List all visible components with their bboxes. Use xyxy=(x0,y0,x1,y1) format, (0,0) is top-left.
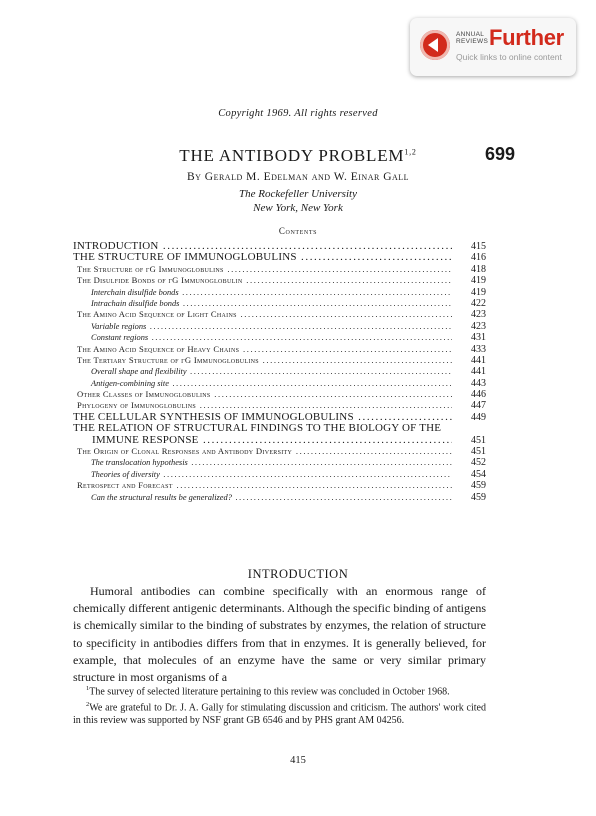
toc-label: THE STRUCTURE OF IMMUNOGLOBULINS ..... xyxy=(73,252,452,263)
toc-page: 449 xyxy=(471,411,486,423)
toc-entry[interactable] xyxy=(73,423,486,434)
toc-entry[interactable] xyxy=(73,355,486,366)
toc-page: 443 xyxy=(471,377,486,389)
toc-page: 422 xyxy=(471,297,486,309)
toc-label: The translocation hypothesis ..... xyxy=(73,457,452,468)
footnote-mark: 2 xyxy=(86,700,90,708)
toc-entry[interactable] xyxy=(73,389,486,400)
toc-label: IMMUNE RESPONSE ..... xyxy=(73,435,452,446)
copyright-notice: Copyright 1969. All rights reserved xyxy=(218,108,378,119)
toc-entry[interactable] xyxy=(73,298,486,309)
toc-entry[interactable] xyxy=(73,287,486,298)
toc-label: INTRODUCTION ..... xyxy=(73,241,452,252)
toc-label: Overall shape and flexibility ..... xyxy=(73,366,452,377)
footnote xyxy=(73,699,486,728)
toc-entry[interactable] xyxy=(73,400,486,411)
toc-entry[interactable] xyxy=(73,457,486,468)
toc-page: 459 xyxy=(471,480,486,492)
folio-page-number: 415 xyxy=(290,755,306,766)
toc-label: Retrospect and Forecast ..... xyxy=(73,480,452,491)
footnote xyxy=(73,683,486,699)
toc-page: 452 xyxy=(471,457,486,469)
toc-page: 441 xyxy=(471,366,486,378)
toc-page: 423 xyxy=(471,309,486,321)
toc-label: Antigen-combining site ..... xyxy=(73,378,452,389)
toc-entry[interactable] xyxy=(73,469,486,480)
badge-reviews-text: REVIEWS xyxy=(456,38,489,45)
toc-page: 447 xyxy=(471,400,486,412)
annual-reviews-logo xyxy=(456,31,488,45)
section-heading: INTRODUCTION xyxy=(247,567,349,581)
toc-page: 419 xyxy=(471,275,486,287)
footnote-text: We are grateful to Dr. J. A. Gally for stimulating discussion and criticism. The authors' work cited in this review was supported by NSF grant GB 6546 and by PHS grant AM 04256. xyxy=(73,702,486,726)
toc-label: Can the structural results be generalized? ..... xyxy=(73,492,452,503)
toc-entry[interactable] xyxy=(73,435,486,446)
toc-page: 446 xyxy=(471,389,486,401)
page-number: 699 xyxy=(485,144,516,164)
toc-label: Constant regions ..... xyxy=(73,332,452,343)
play-arrow-icon xyxy=(420,30,450,60)
footnotes xyxy=(73,683,486,727)
toc-page: 451 xyxy=(471,446,486,458)
affiliation-line: New York, New York xyxy=(253,202,343,214)
toc-label: Phylogeny of Immunoglobulins ..... xyxy=(73,400,452,411)
toc-entry[interactable] xyxy=(73,321,486,332)
footnote-mark: 1 xyxy=(86,685,90,692)
toc-label: Interchain disulfide bonds ..... xyxy=(73,287,452,298)
toc-entry[interactable] xyxy=(73,412,486,423)
toc-entry[interactable] xyxy=(73,366,486,377)
toc-page: 433 xyxy=(471,343,486,355)
toc-label: THE RELATION OF STRUCTURAL FINDINGS TO THE BIOLOGY OF THE xyxy=(73,422,442,435)
table-of-contents xyxy=(73,241,486,503)
badge-further-text: Further xyxy=(489,25,564,50)
toc-entry[interactable] xyxy=(73,378,486,389)
author-byline: By Gerald M. Edelman and W. Einar Gall xyxy=(186,171,410,183)
toc-entry[interactable] xyxy=(73,241,486,252)
toc-label: Other Classes of Immunoglobulins ..... xyxy=(73,389,452,400)
toc-page: 431 xyxy=(471,332,486,344)
toc-label: Theories of diversity ..... xyxy=(73,469,452,480)
toc-entry[interactable] xyxy=(73,332,486,343)
toc-page: 441 xyxy=(471,354,486,366)
toc-entry[interactable] xyxy=(73,446,486,457)
toc-page: 459 xyxy=(471,491,486,503)
body-paragraph: Humoral antibodies can combine specifically with an enormous range of chemically different antigenic determinants. Although the specific binding of antigens is chemically similar to the binding of substrates by enzymes, the relation of structure to specificity in antibodies differs from that in enzymes. It is generally believed, for example, that molecules of an enzyme have the same or very similar primary structure in most organisms of a xyxy=(73,584,486,685)
toc-page: 423 xyxy=(471,320,486,332)
toc-label: The Structure of γG Immunoglobulins ..... xyxy=(73,264,452,275)
toc-page: 451 xyxy=(471,434,486,446)
toc-label: Intrachain disulfide bonds ..... xyxy=(73,298,452,309)
toc-entry[interactable] xyxy=(73,492,486,503)
toc-entry[interactable] xyxy=(73,252,486,263)
affiliation xyxy=(0,187,596,215)
toc-label: The Origin of Clonal Responses and Antibody Diversity ..... xyxy=(73,446,452,457)
toc-label: The Amino Acid Sequence of Heavy Chains ..... xyxy=(73,344,452,355)
badge-subtitle: Quick links to online content xyxy=(456,52,562,62)
toc-page: 419 xyxy=(471,286,486,298)
contents-heading: Contents xyxy=(278,226,318,236)
toc-page: 454 xyxy=(471,468,486,480)
affiliation-line: The Rockefeller University xyxy=(239,188,357,200)
toc-entry[interactable] xyxy=(73,264,486,275)
toc-page: 415 xyxy=(471,241,486,252)
further-badge[interactable] xyxy=(410,18,576,76)
toc-label: Variable regions ..... xyxy=(73,321,452,332)
toc-page: 416 xyxy=(471,252,486,264)
toc-label: The Amino Acid Sequence of Light Chains ..... xyxy=(73,309,452,320)
toc-entry[interactable] xyxy=(73,344,486,355)
title-text: THE ANTIBODY PROBLEM xyxy=(179,146,405,165)
toc-label: The Tertiary Structure of γG Immunoglobulins ..... xyxy=(73,355,452,366)
toc-entry[interactable] xyxy=(73,480,486,491)
footnote-text: The survey of selected literature pertaining to this review was concluded in October 1968. xyxy=(89,686,450,698)
title-footnote-marks: 1,2 xyxy=(404,147,417,157)
toc-page: 418 xyxy=(471,263,486,275)
badge-annual-text: ANNUAL xyxy=(456,31,485,38)
toc-label: THE CELLULAR SYNTHESIS OF IMMUNOGLOBULINS ..... xyxy=(73,412,452,423)
toc-label: The Disulfide Bonds of γG Immunoglobulin ..... xyxy=(73,275,452,286)
toc-entry[interactable] xyxy=(73,275,486,286)
toc-entry[interactable] xyxy=(73,309,486,320)
